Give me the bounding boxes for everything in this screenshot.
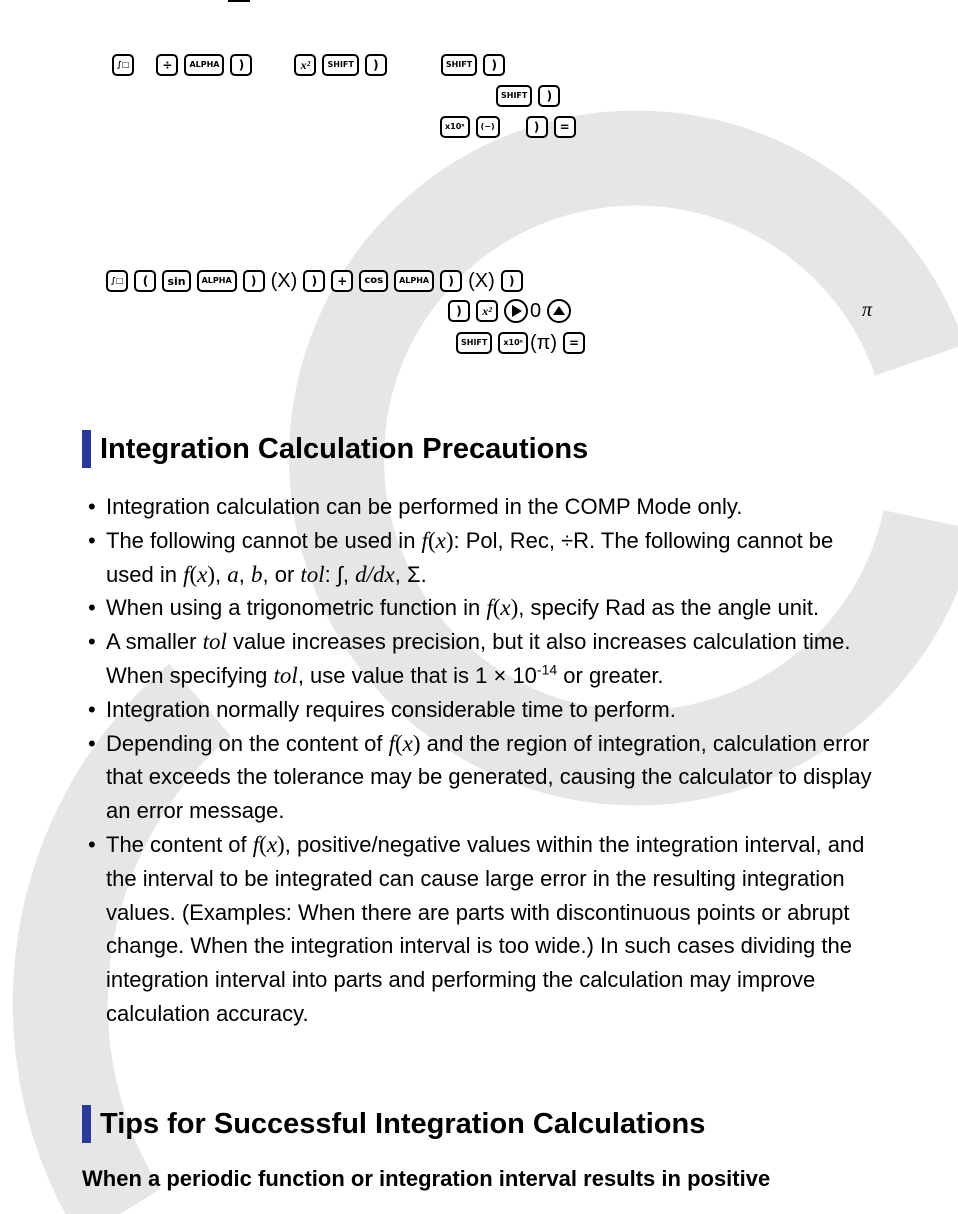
heading-accent-bar: [82, 430, 91, 468]
rparen-key[interactable]: ): [243, 270, 265, 292]
list-item: • Integration normally requires considerable time to perform.: [86, 693, 886, 727]
list-item: • A smaller tol value increases precision, but it also increases calculation time. When specifying tol, use value that is $1 \times 10^{-14}$ or greater.: [86, 625, 886, 693]
rparen-key[interactable]: ): [483, 54, 505, 76]
shift-key[interactable]: SHIFT: [456, 332, 492, 354]
tips-heading: [82, 1105, 705, 1143]
x2-key[interactable]: x²: [294, 54, 316, 76]
precautions-heading: [82, 430, 588, 468]
heading-accent-bar: [82, 1105, 91, 1143]
integral-key[interactable]: ∫□: [106, 270, 128, 292]
example2-keys-row2: [448, 296, 571, 326]
x10x-key[interactable]: x10ˣ: [440, 116, 470, 138]
rparen-key[interactable]: ): [501, 270, 523, 292]
equals-key[interactable]: =: [554, 116, 576, 138]
x-variable-label: (X): [468, 269, 495, 292]
tips-intro-text: When a periodic function or integration interval results in positive: [82, 1166, 771, 1191]
example2-keys-row1: [106, 266, 523, 296]
cos-key[interactable]: cos: [359, 270, 388, 292]
example2-keys-row3: [456, 328, 585, 358]
alpha-key[interactable]: ALPHA: [197, 270, 237, 292]
list-item: • Depending on the content of f(x) and the region of integration, calculation error that exceeds the tolerance may be generated, causing the calculator to display an error message.: [86, 727, 886, 828]
x-variable-label: (X): [270, 269, 298, 292]
rparen-key[interactable]: ): [538, 85, 560, 107]
shift-key[interactable]: SHIFT: [441, 54, 477, 76]
alpha-key[interactable]: ALPHA: [184, 54, 224, 76]
example1-keys-row3: [440, 112, 576, 142]
zero-label: 0: [530, 299, 542, 322]
rparen-key[interactable]: ): [448, 300, 470, 322]
example1-keys-row2: [496, 81, 560, 111]
rparen-key[interactable]: ): [230, 54, 252, 76]
example1-keys-row1: [112, 50, 505, 80]
up-arrow-icon[interactable]: [547, 299, 571, 323]
list-item: • Integration calculation can be performed in the COMP Mode only.: [86, 490, 886, 524]
list-item: • The following cannot be used in f(x): Pol, Rec, ÷R. The following cannot be used in f(x), a, b, or tol: ∫, d/dx, Σ.: [86, 524, 886, 592]
rparen-key[interactable]: ): [303, 270, 325, 292]
x10x-key[interactable]: x10ˣ: [498, 332, 528, 354]
shift-key[interactable]: SHIFT: [496, 85, 532, 107]
sin-key[interactable]: sin: [162, 270, 190, 292]
rparen-key[interactable]: ): [526, 116, 548, 138]
divide-key[interactable]: ÷: [156, 54, 178, 76]
alpha-key[interactable]: ALPHA: [394, 270, 434, 292]
rparen-key[interactable]: ): [440, 270, 462, 292]
prior-line-fragment: [228, 0, 250, 2]
integral-key[interactable]: ∫□: [112, 54, 134, 76]
pi-margin-note: π: [862, 299, 873, 321]
right-arrow-icon[interactable]: [504, 299, 528, 323]
list-item: • When using a trigonometric function in f(x), specify Rad as the angle unit.: [86, 591, 886, 625]
rparen-key[interactable]: ): [365, 54, 387, 76]
x2-key[interactable]: x²: [476, 300, 498, 322]
negative-key[interactable]: (−): [476, 116, 500, 138]
precautions-title: Integration Calculation Precautions: [100, 432, 589, 465]
pi-label: (π): [529, 331, 558, 354]
precautions-list: [86, 490, 886, 1031]
equals-key[interactable]: =: [563, 332, 585, 354]
tips-title: Tips for Successful Integration Calculations: [100, 1107, 706, 1140]
shift-key[interactable]: SHIFT: [322, 54, 358, 76]
list-item: • The content of f(x), positive/negative values within the integration interval, and the interval to be integrated can cause large error in the resulting integration values. (Examples: When there are parts with discontinuous points or abrupt change. When the integration interval is too wide.) In such cases dividing the integration interval into parts and performing the calculation may improve calculation accuracy.: [86, 828, 886, 1031]
plus-key[interactable]: +: [331, 270, 353, 292]
lparen-key[interactable]: (: [134, 270, 156, 292]
